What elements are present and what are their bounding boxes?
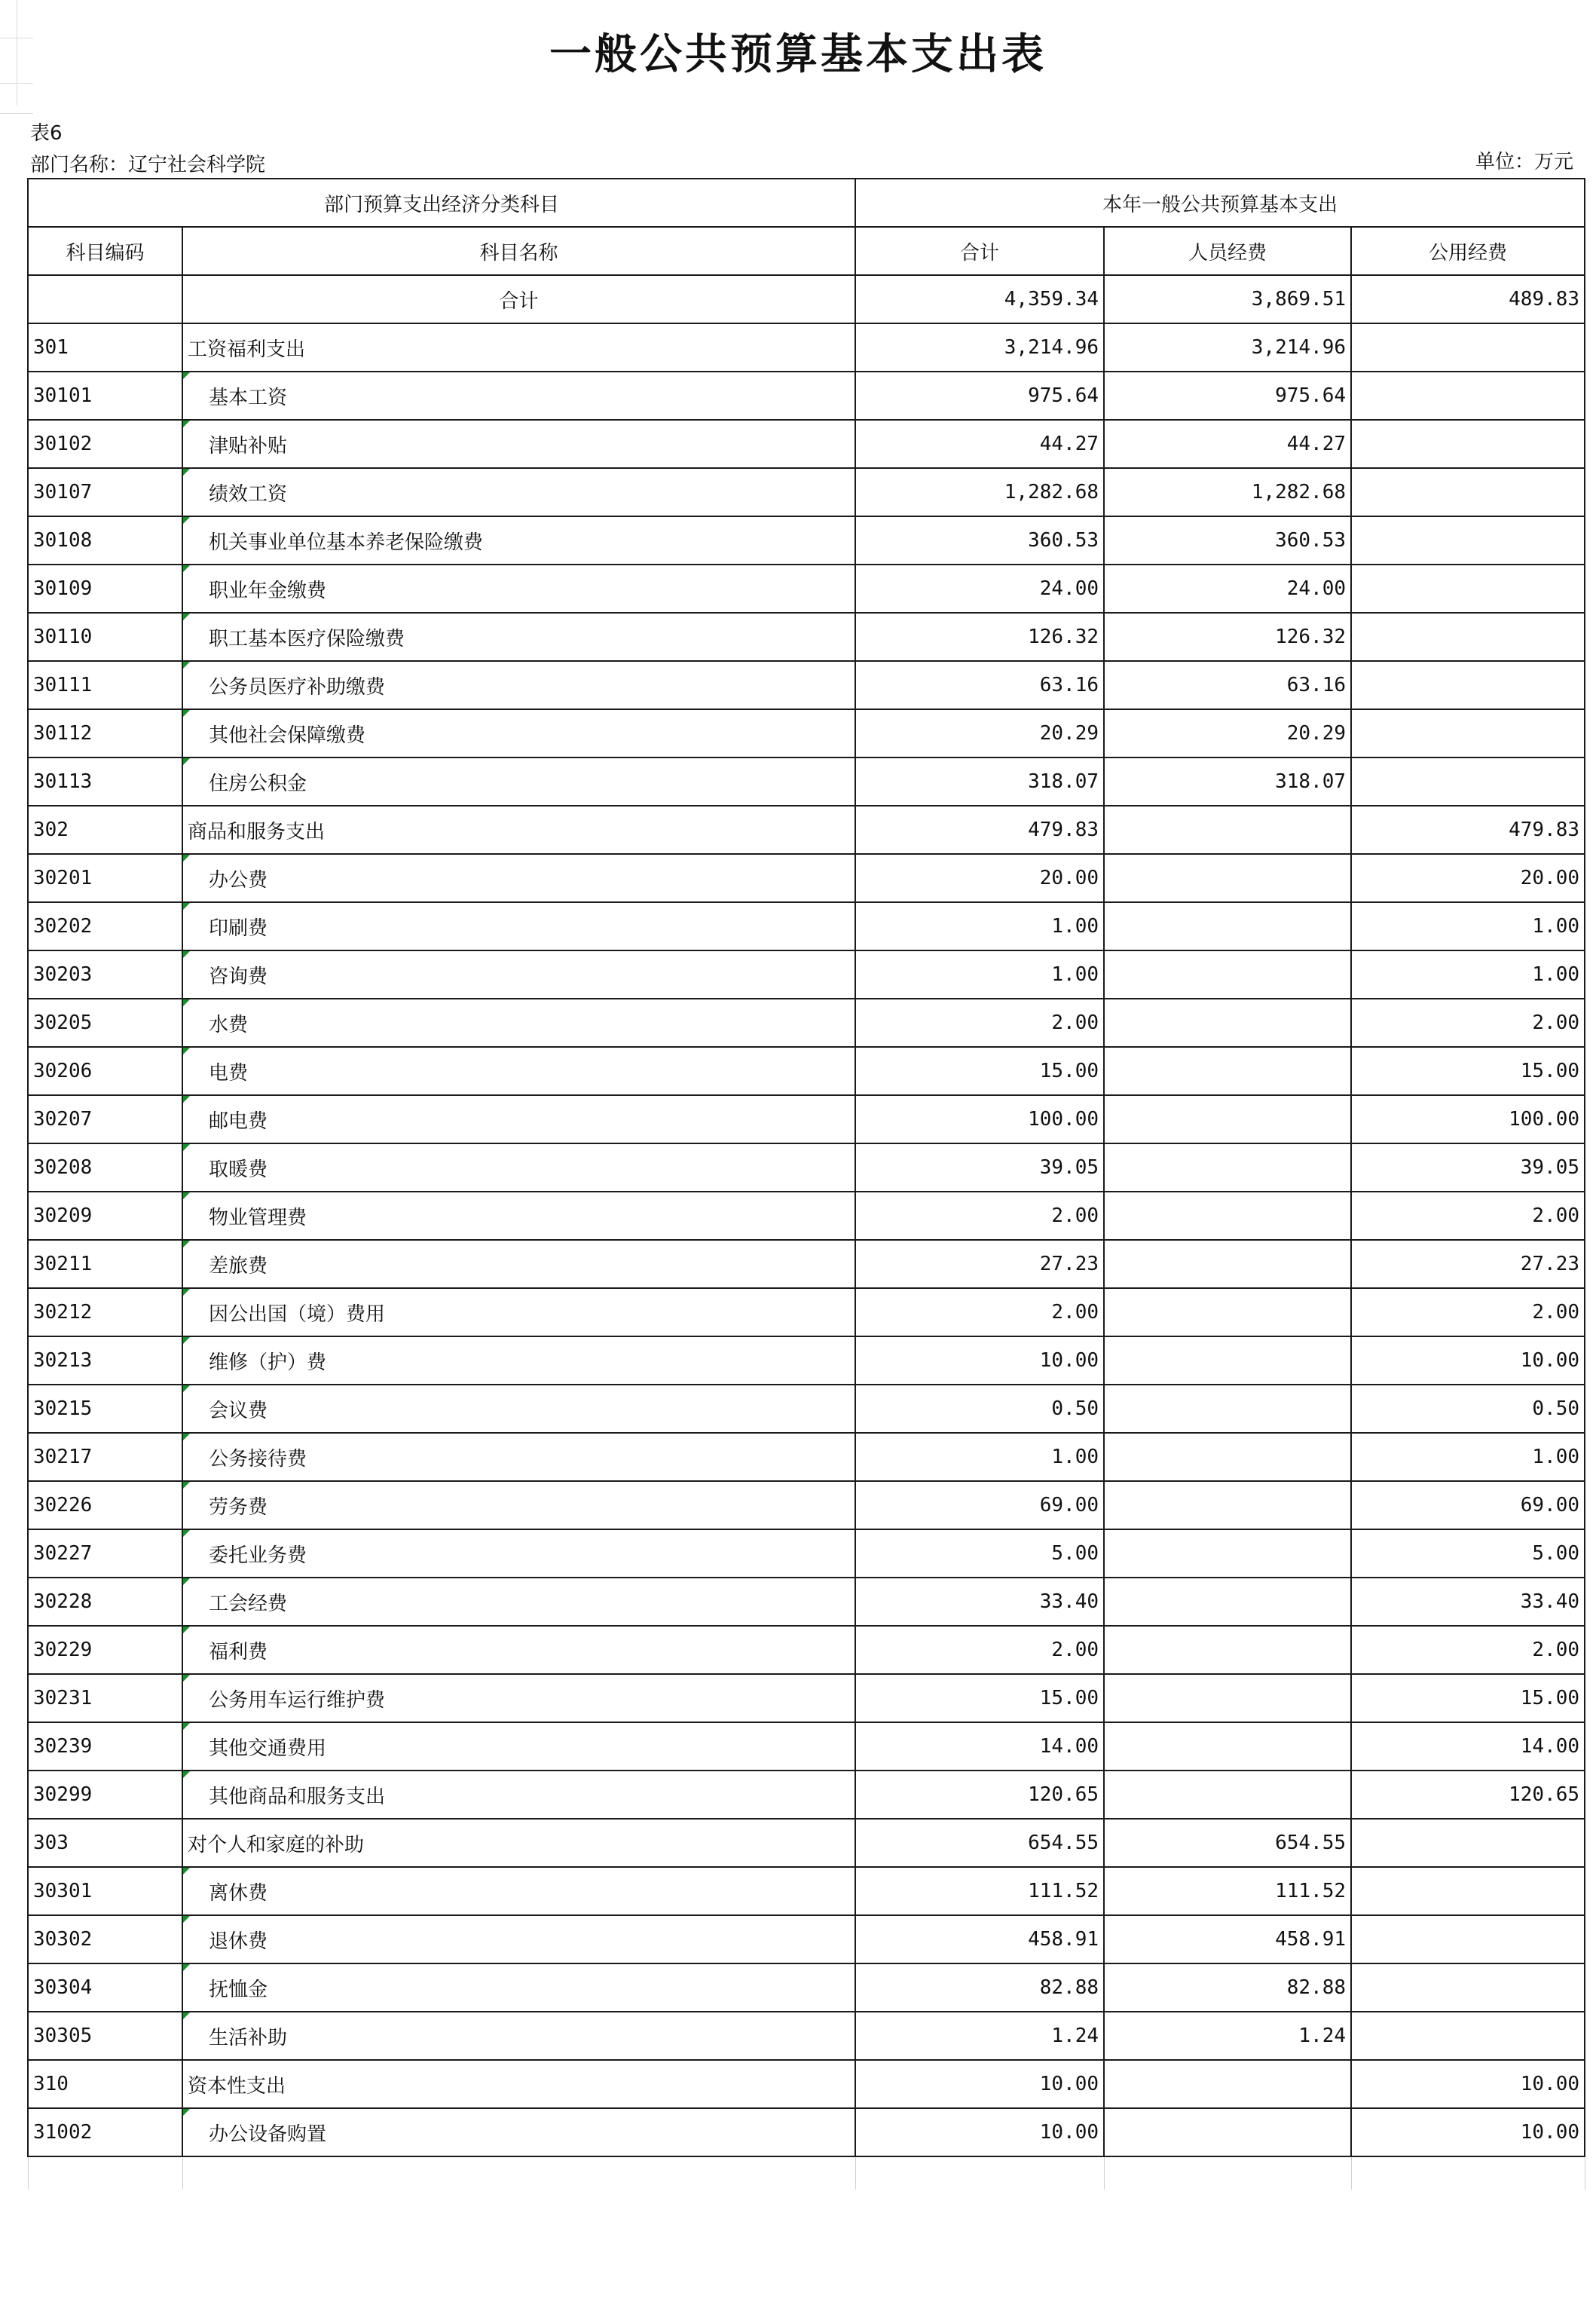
row-staff: 1,282.68 [1104, 468, 1351, 516]
row-public [1351, 468, 1585, 516]
row-name: 其他社会保障缴费 [182, 709, 855, 758]
row-staff [1104, 1192, 1351, 1240]
table-row [28, 1626, 1585, 1674]
row-staff [1104, 854, 1351, 902]
row-total: 14.00 [855, 1722, 1104, 1771]
table-row [28, 1143, 1585, 1192]
row-name: 因公出国（境）费用 [182, 1288, 855, 1336]
row-staff: 111.52 [1104, 1867, 1351, 1915]
sheet-guide [0, 83, 33, 84]
row-staff [1104, 1095, 1351, 1143]
row-code: 30212 [28, 1288, 182, 1336]
row-name: 水费 [182, 999, 855, 1047]
row-public: 69.00 [1351, 1481, 1585, 1529]
row-code: 30231 [28, 1674, 182, 1722]
row-name: 咨询费 [182, 950, 855, 999]
row-staff: 3,214.96 [1104, 323, 1351, 372]
table-row [28, 420, 1585, 468]
row-total: 20.29 [855, 709, 1104, 758]
row-public: 1.00 [1351, 950, 1585, 999]
row-total: 4,359.34 [855, 275, 1104, 323]
header-total: 合计 [855, 227, 1104, 275]
row-public [1351, 372, 1585, 420]
row-staff: 458.91 [1104, 1915, 1351, 1963]
table-row [28, 950, 1585, 999]
row-name: 差旅费 [182, 1240, 855, 1288]
row-staff: 360.53 [1104, 516, 1351, 565]
row-code: 30302 [28, 1915, 182, 1963]
empty-cell [1104, 2156, 1351, 2190]
row-code: 30101 [28, 372, 182, 420]
row-staff [1104, 1143, 1351, 1192]
table-row [28, 2012, 1585, 2060]
table-row [28, 1433, 1585, 1481]
row-code: 30205 [28, 999, 182, 1047]
row-public: 33.40 [1351, 1578, 1585, 1626]
row-total: 10.00 [855, 2060, 1104, 2108]
row-public [1351, 565, 1585, 613]
row-code: 30304 [28, 1963, 182, 2012]
row-total: 479.83 [855, 806, 1104, 854]
row-total: 111.52 [855, 1867, 1104, 1915]
row-code: 30207 [28, 1095, 182, 1143]
row-staff [1104, 902, 1351, 950]
row-code: 30111 [28, 661, 182, 709]
row-public: 2.00 [1351, 1288, 1585, 1336]
row-total: 318.07 [855, 758, 1104, 806]
row-code: 30213 [28, 1336, 182, 1385]
row-public [1351, 1867, 1585, 1915]
row-public: 10.00 [1351, 2108, 1585, 2156]
table-row [28, 1578, 1585, 1626]
row-total: 1.00 [855, 902, 1104, 950]
row-total: 24.00 [855, 565, 1104, 613]
row-name: 生活补助 [182, 2012, 855, 2060]
row-code: 30102 [28, 420, 182, 468]
row-name: 工会经费 [182, 1578, 855, 1626]
row-staff: 24.00 [1104, 565, 1351, 613]
row-name: 职工基本医疗保险缴费 [182, 613, 855, 661]
row-name: 离休费 [182, 1867, 855, 1915]
table-row [28, 1481, 1585, 1529]
row-total: 63.16 [855, 661, 1104, 709]
row-name: 职业年金缴费 [182, 565, 855, 613]
row-staff [1104, 1385, 1351, 1433]
table-row [28, 1529, 1585, 1578]
row-code: 30209 [28, 1192, 182, 1240]
row-public [1351, 516, 1585, 565]
header-column-row [28, 227, 1585, 275]
row-name: 抚恤金 [182, 1963, 855, 2012]
row-code: 30305 [28, 2012, 182, 2060]
row-code: 30228 [28, 1578, 182, 1626]
row-name: 委托业务费 [182, 1529, 855, 1578]
row-total: 1.24 [855, 2012, 1104, 2060]
row-public: 27.23 [1351, 1240, 1585, 1288]
row-total: 360.53 [855, 516, 1104, 565]
row-public: 120.65 [1351, 1771, 1585, 1819]
row-staff [1104, 2060, 1351, 2108]
table-row [28, 372, 1585, 420]
row-total: 3,214.96 [855, 323, 1104, 372]
table-row [28, 516, 1585, 565]
table-body [28, 275, 1585, 2190]
page-title: 一般公共预算基本支出表 [549, 30, 1047, 79]
table-row [28, 1047, 1585, 1095]
row-staff [1104, 950, 1351, 999]
budget-table [27, 178, 1585, 2190]
row-code: 30301 [28, 1867, 182, 1915]
row-name: 津贴补贴 [182, 420, 855, 468]
row-name: 其他商品和服务支出 [182, 1771, 855, 1819]
row-code: 30227 [28, 1529, 182, 1578]
row-total: 1.00 [855, 950, 1104, 999]
row-code: 30217 [28, 1433, 182, 1481]
row-name: 办公费 [182, 854, 855, 902]
row-total: 15.00 [855, 1047, 1104, 1095]
row-name: 物业管理费 [182, 1192, 855, 1240]
row-code: 30202 [28, 902, 182, 950]
row-name: 会议费 [182, 1385, 855, 1433]
row-name: 福利费 [182, 1626, 855, 1674]
row-public: 39.05 [1351, 1143, 1585, 1192]
row-code: 30299 [28, 1771, 182, 1819]
row-total: 2.00 [855, 1192, 1104, 1240]
row-staff: 20.29 [1104, 709, 1351, 758]
header-code: 科目编码 [28, 227, 182, 275]
row-code: 30201 [28, 854, 182, 902]
row-code: 302 [28, 806, 182, 854]
table-row [28, 2108, 1585, 2156]
row-public: 489.83 [1351, 275, 1585, 323]
row-staff [1104, 999, 1351, 1047]
row-public [1351, 420, 1585, 468]
row-public: 1.00 [1351, 902, 1585, 950]
row-name: 公务用车运行维护费 [182, 1674, 855, 1722]
row-code [28, 275, 182, 323]
row-public [1351, 2012, 1585, 2060]
row-staff [1104, 806, 1351, 854]
header-name: 科目名称 [182, 227, 855, 275]
row-public: 100.00 [1351, 1095, 1585, 1143]
row-total: 82.88 [855, 1963, 1104, 2012]
table-row [28, 468, 1585, 516]
row-staff: 1.24 [1104, 2012, 1351, 2060]
row-name: 基本工资 [182, 372, 855, 420]
row-name: 维修（护）费 [182, 1336, 855, 1385]
row-name: 对个人和家庭的补助 [182, 1819, 855, 1867]
table-row [28, 1819, 1585, 1867]
row-staff [1104, 1771, 1351, 1819]
row-total: 2.00 [855, 1288, 1104, 1336]
header-staff: 人员经费 [1104, 227, 1351, 275]
row-name: 工资福利支出 [182, 323, 855, 372]
row-public: 2.00 [1351, 999, 1585, 1047]
row-code: 30226 [28, 1481, 182, 1529]
row-total: 2.00 [855, 1626, 1104, 1674]
row-code: 30113 [28, 758, 182, 806]
row-code: 30107 [28, 468, 182, 516]
empty-cell [1351, 2156, 1585, 2190]
row-public: 1.00 [1351, 1433, 1585, 1481]
row-public: 2.00 [1351, 1192, 1585, 1240]
table-row [28, 1288, 1585, 1336]
row-total: 44.27 [855, 420, 1104, 468]
row-code: 30208 [28, 1143, 182, 1192]
table-row [28, 1095, 1585, 1143]
row-total: 0.50 [855, 1385, 1104, 1433]
table-row [28, 1963, 1585, 2012]
table-row [28, 999, 1585, 1047]
row-name: 退休费 [182, 1915, 855, 1963]
row-total: 120.65 [855, 1771, 1104, 1819]
table-row [28, 1192, 1585, 1240]
table-row [28, 565, 1585, 613]
table-row [28, 1771, 1585, 1819]
row-code: 30206 [28, 1047, 182, 1095]
row-public: 0.50 [1351, 1385, 1585, 1433]
table-row [28, 758, 1585, 806]
row-total: 10.00 [855, 2108, 1104, 2156]
empty-cell [182, 2156, 855, 2190]
row-total: 100.00 [855, 1095, 1104, 1143]
table-row [28, 275, 1585, 323]
row-staff: 126.32 [1104, 613, 1351, 661]
row-public: 15.00 [1351, 1047, 1585, 1095]
row-code: 30239 [28, 1722, 182, 1771]
table-row [28, 1915, 1585, 1963]
row-name: 其他交通费用 [182, 1722, 855, 1771]
row-code: 30215 [28, 1385, 182, 1433]
row-public [1351, 1819, 1585, 1867]
row-staff [1104, 1240, 1351, 1288]
row-public [1351, 758, 1585, 806]
row-public: 15.00 [1351, 1674, 1585, 1722]
row-name: 劳务费 [182, 1481, 855, 1529]
table-number: 表6 [30, 122, 63, 145]
row-total: 1.00 [855, 1433, 1104, 1481]
table-row [28, 1867, 1585, 1915]
row-public [1351, 323, 1585, 372]
row-total: 126.32 [855, 613, 1104, 661]
row-total: 458.91 [855, 1915, 1104, 1963]
row-public [1351, 1963, 1585, 2012]
table-row [28, 1385, 1585, 1433]
row-name: 住房公积金 [182, 758, 855, 806]
row-staff: 975.64 [1104, 372, 1351, 420]
row-staff [1104, 1047, 1351, 1095]
table-row [28, 854, 1585, 902]
row-code: 301 [28, 323, 182, 372]
table-row [28, 1336, 1585, 1385]
row-code: 30211 [28, 1240, 182, 1288]
row-name: 商品和服务支出 [182, 806, 855, 854]
row-public [1351, 1915, 1585, 1963]
row-staff [1104, 1529, 1351, 1578]
row-total: 975.64 [855, 372, 1104, 420]
row-code: 31002 [28, 2108, 182, 2156]
row-public: 479.83 [1351, 806, 1585, 854]
header-public: 公用经费 [1351, 227, 1585, 275]
row-name: 资本性支出 [182, 2060, 855, 2108]
row-total: 5.00 [855, 1529, 1104, 1578]
row-public: 2.00 [1351, 1626, 1585, 1674]
row-public [1351, 709, 1585, 758]
row-total: 33.40 [855, 1578, 1104, 1626]
table-row [28, 1674, 1585, 1722]
table-row [28, 2060, 1585, 2108]
row-staff [1104, 1288, 1351, 1336]
row-name: 机关事业单位基本养老保险缴费 [182, 516, 855, 565]
row-code: 30108 [28, 516, 182, 565]
row-staff: 63.16 [1104, 661, 1351, 709]
empty-cell [855, 2156, 1104, 2190]
row-code: 30203 [28, 950, 182, 999]
table-row [28, 806, 1585, 854]
header-basic-expenditure: 本年一般公共预算基本支出 [855, 179, 1585, 227]
row-code: 30110 [28, 613, 182, 661]
header-economic-classification: 部门预算支出经济分类科目 [28, 179, 855, 227]
row-public: 5.00 [1351, 1529, 1585, 1578]
row-code: 30109 [28, 565, 182, 613]
row-staff [1104, 1578, 1351, 1626]
department-name: 部门名称：辽宁社会科学院 [30, 154, 266, 176]
row-code: 303 [28, 1819, 182, 1867]
row-total: 69.00 [855, 1481, 1104, 1529]
row-name: 电费 [182, 1047, 855, 1095]
row-name: 公务接待费 [182, 1433, 855, 1481]
row-total: 1,282.68 [855, 468, 1104, 516]
row-name: 印刷费 [182, 902, 855, 950]
row-staff [1104, 1433, 1351, 1481]
row-name: 办公设备购置 [182, 2108, 855, 2156]
row-name: 公务员医疗补助缴费 [182, 661, 855, 709]
row-staff: 3,869.51 [1104, 275, 1351, 323]
table-row [28, 709, 1585, 758]
row-public: 20.00 [1351, 854, 1585, 902]
sheet-guide [0, 113, 33, 114]
row-name: 合计 [182, 275, 855, 323]
row-public [1351, 613, 1585, 661]
row-public: 10.00 [1351, 1336, 1585, 1385]
header-group-row [28, 179, 1585, 227]
unit-label: 单位：万元 [1475, 151, 1573, 173]
row-name: 绩效工资 [182, 468, 855, 516]
row-staff [1104, 1481, 1351, 1529]
row-staff [1104, 1336, 1351, 1385]
row-public: 10.00 [1351, 2060, 1585, 2108]
table-row [28, 1240, 1585, 1288]
row-total: 20.00 [855, 854, 1104, 902]
table-row [28, 1722, 1585, 1771]
row-total: 654.55 [855, 1819, 1104, 1867]
table-row [28, 323, 1585, 372]
row-name: 取暖费 [182, 1143, 855, 1192]
table-row [28, 902, 1585, 950]
row-staff: 82.88 [1104, 1963, 1351, 2012]
row-staff: 318.07 [1104, 758, 1351, 806]
row-staff: 654.55 [1104, 1819, 1351, 1867]
row-public [1351, 661, 1585, 709]
row-public: 14.00 [1351, 1722, 1585, 1771]
row-staff [1104, 1626, 1351, 1674]
row-total: 27.23 [855, 1240, 1104, 1288]
empty-row [28, 2156, 1585, 2190]
empty-cell [28, 2156, 182, 2190]
row-total: 2.00 [855, 999, 1104, 1047]
row-total: 10.00 [855, 1336, 1104, 1385]
row-total: 39.05 [855, 1143, 1104, 1192]
row-code: 30112 [28, 709, 182, 758]
row-total: 15.00 [855, 1674, 1104, 1722]
row-code: 310 [28, 2060, 182, 2108]
table-row [28, 613, 1585, 661]
row-name: 邮电费 [182, 1095, 855, 1143]
row-staff [1104, 2108, 1351, 2156]
row-staff [1104, 1674, 1351, 1722]
table-row [28, 661, 1585, 709]
row-code: 30229 [28, 1626, 182, 1674]
row-staff: 44.27 [1104, 420, 1351, 468]
row-staff [1104, 1722, 1351, 1771]
